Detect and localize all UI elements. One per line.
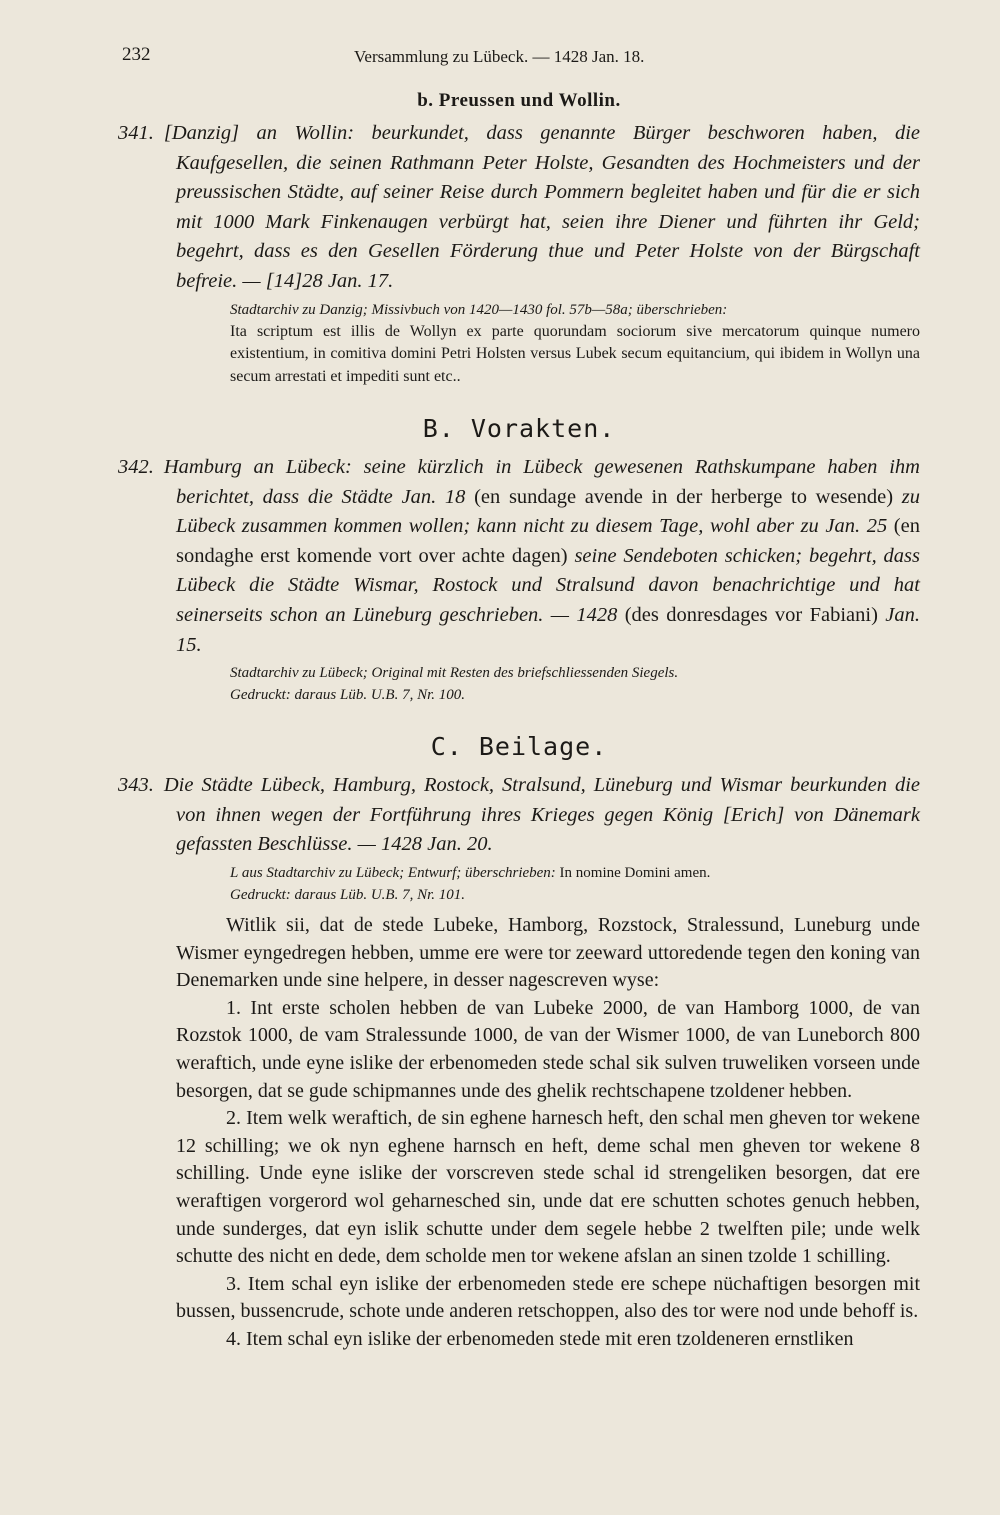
- running-title: Versammlung zu Lübeck. — 1428 Jan. 18.: [354, 47, 645, 66]
- print-note: Gedruckt: daraus Lüb. U.B. 7, Nr. 101.: [230, 887, 465, 903]
- source-note: Stadtarchiv zu Danzig; Missivbuch von 1420—1430 fol. 57b—58a; überschrieben:: [230, 301, 728, 318]
- latin-quote: Ita scriptum est illis de Wollyn ex parte quorundam sociorum sive mercatorum quinque numero existentium, in comitiva domini Petri Holsten versus Lubek secum equitancium, qui ibidem in Wollyn una secum arrestati et impediti sunt etc..: [230, 322, 920, 385]
- page-number: 232: [122, 44, 151, 65]
- page-body: [118, 90, 920, 1354]
- entry-343: [118, 771, 920, 860]
- body-paragraph: 3. Item schal eyn islike der erbenomeden stede ere schepe nüchaftigen besorgen mit bussen, bussencrude, schote unde anderen retschoppen, also des tor were nod unde behoff is.: [176, 1272, 920, 1323]
- subsection-heading-b: b. Preussen und Wollin.: [417, 90, 621, 111]
- body-paragraph: 4. Item schal eyn islike der erbenomeden stede mit eren tzoldeneren ernstliken: [226, 1327, 854, 1350]
- entry-number: 341.: [118, 122, 154, 144]
- entry-number: 343.: [118, 774, 154, 797]
- entry-summary: Die Städte Lübeck, Hamburg, Rostock, Stralsund, Lüneburg und Wismar beurkunden die von ihnen wegen der Fortführung ihres Krieges gegen König [Erich] von Dänemark gefassten Beschlüsse. — 1428 Jan. 20.: [163, 774, 920, 856]
- source-note: Stadtarchiv zu Lübeck; Original mit Resten des briefschliessenden Siegels.: [230, 665, 679, 682]
- body-paragraph: Witlik sii, dat de stede Lubeke, Hamborg, Rozstock, Stralessund, Luneburg unde Wismer eyngedregen hebben, umme ere were tor zeeward uttoredende tegen den koning van Denemarken unde sine helpere, in desser nagescreven wyse:: [176, 914, 920, 992]
- page-header: [0, 44, 1000, 74]
- entry-number: 342.: [118, 456, 154, 479]
- entry-summary: [Danzig] an Wollin: beurkundet, dass genannte Bürger beschworen haben, die Kaufgesellen, die seinen Rathmann Peter Holste, Gesandten des Hochmeisters und der preussischen Städte, auf seiner Reise durch Pommern begleitet haben und für die er sich mit 1000 Mark Finkenaugen verbürgt hat, seien ihre Diener und führten ihr Geld; begehrt, dass es den Gesellen Förderung thue und Peter Holste von der Bürgschaft befreie. — [14]28 Jan. 17.: [163, 122, 920, 292]
- section-heading-beilage: C. Beilage.: [430, 732, 608, 762]
- print-note: Gedruckt: daraus Lüb. U.B. 7, Nr. 100.: [230, 687, 465, 704]
- body-paragraph: 2. Item welk weraftich, de sin eghene harnesch heft, den schal men gheven tor wekene 12 schilling; we ok nyn eghene harnsch en heft, deme schal men gheven tor wekene 8 schilling. Unde eyne islike der vorscreven stede schal id strengeliken besorgen, dat ere weraftigen vorgerord wol geharnesched sin, unde dat ere schutten schotes genuch hebben, unde sunderges, dat eyn islik schutte under dem segele hebbe 2 twelften pile; unde welk schutte des nicht en dede, dem scholde men tor wekene afslan an sinen tzolde 1 schilling.: [176, 1107, 920, 1268]
- section-heading-vorakten: B. Vorakten.: [422, 414, 616, 444]
- body-paragraph: 1. Int erste scholen hebben de van Lubeke 2000, de van Hamborg 1000, de van Rozstok 1000, de vam Stralessunde 1000, de van der Wismer 1000, de van Luneborch 800 weraftich, unde eyne islike der erbenomeden stede schal sik sulven truweliken vorseen unde besorgen, dat se gude schipmannes unde des ghelik rechtschapene tzoldener hebben.: [176, 996, 920, 1102]
- entry-341: [118, 119, 920, 297]
- source-note: L aus Stadtarchiv zu Lübeck; Entwurf; überschrieben: In nomine Domini amen.: [230, 865, 711, 881]
- entry-342: 342. Hamburg an Lübeck: seine kürzlich in Lübeck gewesenen Rathskumpane haben ihm berichtet, dass die Städte Jan. 18 (en sundage avende in der herberge to wesende) zu Lübeck zusammen kommen wollen; kann nicht zu diesem Tage, wohl aber zu Jan. 25 (en sondaghe erst komende vort over achte dagen) seine Sendeboten schicken; begehrt, dass Lübeck die Städte Wismar, Rostock und Stralsund davon benachrichtige und hat seinerseits schon an Lüneburg geschrieben. — 1428 (des donresdages vor Fabiani) Jan. 15.: [118, 456, 921, 656]
